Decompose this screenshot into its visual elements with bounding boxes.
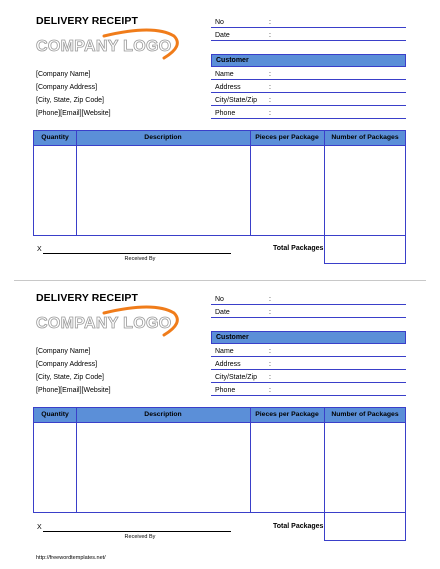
company-contact: [Phone][Email][Website] [36, 387, 111, 394]
receipt-title: DELIVERY RECEIPT [36, 292, 138, 304]
total-packages-box[interactable] [324, 236, 406, 264]
date-field[interactable] [211, 317, 406, 318]
signature-line[interactable] [43, 531, 231, 532]
name-field[interactable] [211, 356, 406, 357]
company-city: [City, State, Zip Code] [36, 374, 104, 381]
items-table [33, 130, 406, 236]
customer-label: Customer [216, 57, 249, 64]
column-divider [250, 408, 251, 512]
no-label: No [215, 296, 224, 303]
th-quantity: Quantity [41, 134, 69, 141]
date-colon: : [269, 32, 271, 39]
name-field[interactable] [211, 79, 406, 80]
column-divider [76, 408, 77, 512]
items-table [33, 407, 406, 513]
th-description: Description [144, 134, 182, 141]
company-contact: [Phone][Email][Website] [36, 110, 111, 117]
signature-x: X [37, 524, 42, 531]
th-packages: Number of Packages [331, 134, 399, 141]
th-packages: Number of Packages [331, 411, 399, 418]
phone-colon: : [269, 110, 271, 117]
th-description: Description [144, 411, 182, 418]
address-field[interactable] [211, 92, 406, 93]
no-label: No [215, 19, 224, 26]
column-divider [76, 131, 77, 235]
total-packages-box[interactable] [324, 513, 406, 541]
total-packages-label: Total Packages [273, 523, 324, 530]
city-label: City/State/Zip [215, 97, 258, 104]
address-field[interactable] [211, 369, 406, 370]
signature-line[interactable] [43, 253, 231, 254]
phone-label: Phone [215, 110, 236, 117]
address-label: Address [215, 84, 241, 91]
customer-label: Customer [216, 334, 249, 341]
column-divider [324, 131, 325, 235]
th-quantity: Quantity [41, 411, 69, 418]
name-colon: : [269, 71, 271, 78]
company-logo [34, 28, 184, 62]
phone-field[interactable] [211, 395, 406, 396]
company-logo [34, 305, 184, 339]
name-label: Name [215, 71, 234, 78]
received-by-label: Received By [124, 256, 156, 262]
no-field[interactable] [211, 27, 406, 28]
received-by-label: Received By [124, 534, 156, 540]
phone-field[interactable] [211, 118, 406, 119]
delivery-receipt-2 [0, 277, 440, 557]
logo-text: COMPANY LOGO [36, 38, 172, 55]
no-colon: : [269, 296, 271, 303]
city-label: City/State/Zip [215, 374, 258, 381]
address-colon: : [269, 84, 271, 91]
date-colon: : [269, 309, 271, 316]
delivery-receipt-1 [0, 0, 440, 280]
address-label: Address [215, 361, 241, 368]
no-field[interactable] [211, 304, 406, 305]
company-address: [Company Address] [36, 84, 98, 91]
company-name: [Company Name] [36, 348, 91, 355]
column-divider [250, 131, 251, 235]
phone-label: Phone [215, 387, 236, 394]
footer-url[interactable]: http://freewordtemplates.net/ [36, 555, 106, 561]
no-colon: : [269, 19, 271, 26]
column-divider [324, 408, 325, 512]
name-label: Name [215, 348, 234, 355]
receipt-title: DELIVERY RECEIPT [36, 15, 138, 27]
city-colon: : [269, 374, 271, 381]
city-field[interactable] [211, 382, 406, 383]
customer-header [211, 54, 406, 67]
company-address: [Company Address] [36, 361, 98, 368]
company-city: [City, State, Zip Code] [36, 97, 104, 104]
date-label: Date [215, 309, 230, 316]
th-pieces: Pieces per Package [255, 411, 319, 418]
signature-x: X [37, 246, 42, 253]
date-label: Date [215, 32, 230, 39]
logo-text: COMPANY LOGO [36, 315, 172, 332]
city-field[interactable] [211, 105, 406, 106]
customer-header [211, 331, 406, 344]
company-name: [Company Name] [36, 71, 91, 78]
total-packages-label: Total Packages [273, 245, 324, 252]
address-colon: : [269, 361, 271, 368]
date-field[interactable] [211, 40, 406, 41]
city-colon: : [269, 97, 271, 104]
name-colon: : [269, 348, 271, 355]
th-pieces: Pieces per Package [255, 134, 319, 141]
phone-colon: : [269, 387, 271, 394]
